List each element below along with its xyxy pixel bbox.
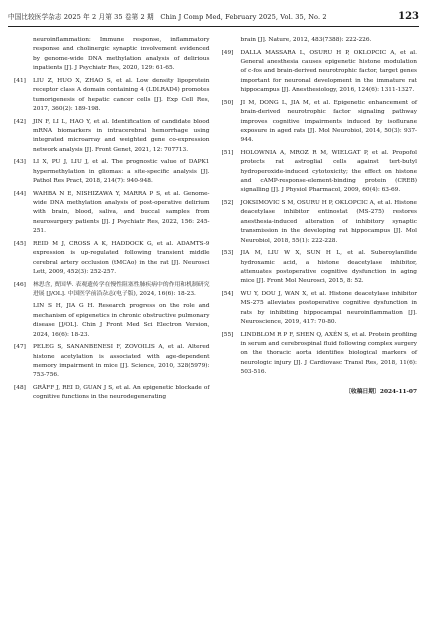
- reference-number: [45]: [14, 240, 26, 247]
- reference-number: [44]: [14, 190, 26, 197]
- reference-number: [53]: [221, 250, 234, 257]
- reference-item: [14, 281, 210, 300]
- reference-item: [222, 199, 418, 246]
- reference-number: [54]: [221, 290, 234, 297]
- reference-text: PELEG S, SANANBENESI F, ZOVOILIS A, et al. Altered histone acetylation is associated with age-dependent memory impairment in mice [J]. Science, 2010, 328(5979): 753-756.: [33, 344, 210, 379]
- reference-item: [14, 384, 210, 403]
- reference-number: [49]: [221, 49, 234, 56]
- reference-number: [55]: [221, 331, 234, 338]
- reference-text: GRÄFF J, REI D, GUAN J S, et al. An epigenetic blockade of cognitive functions in the neurodegenerating: [33, 384, 210, 401]
- reference-text: LIU Z, HUO X, ZHAO S, et al. Low density lipoprotein receptor class A domain containing 4 (LDLRAD4) promotes tumorigenesis of hepatic cancer cells [J]. Exp Cell Res, 2017, 360(2): 189-198.: [33, 77, 210, 112]
- reference-number: [43]: [14, 159, 26, 166]
- reference-number: [50]: [221, 99, 234, 106]
- reference-item: [14, 158, 210, 186]
- reference-item: [222, 49, 418, 96]
- reference-text: 林思含, 贾国华. 表观遗传学在慢性阻塞性肺疾病中的作用和机制研究进展 [J/OL]. 中国医学前沿杂志(电子版), 2024, 16(6): 18-23.: [33, 281, 210, 297]
- reference-text: LINDBLOM R P F, SHEN Q, AXÉN S, et al. Protein profiling in serum and cerebrospinal fluid following complex surgery on the thoracic aorta identifies biological markers of neurologic injury [J]. J Cardiovasc Transl Res, 2018, 11(6): 503-516.: [240, 331, 417, 376]
- reference-number: [51]: [221, 149, 234, 156]
- reference-item: [222, 290, 418, 328]
- reference-item: [222, 99, 418, 146]
- reference-number: [46]: [14, 281, 26, 288]
- reference-text: WU Y, DOU J, WAN X, et al. Histone deacetylase inhibitor MS-275 alleviates postoperative cognitive dysfunction in rats by inhibiting hippocampal neuroinflammation [J]. Neuroscience, 2019, 417: 70-80.: [240, 290, 417, 326]
- reference-continuation: neuroinflammation: Immune response, inflammatory response and cholinergic synaptic involvement evidenced by genome-wide DNA methylation analysis of delirious inpatients [J]. J Psychiatr Res, 2020, 129: 61-65.: [33, 37, 210, 72]
- right-column: [222, 36, 418, 618]
- reference-item: [222, 331, 418, 378]
- reference-text: JOKSIMOVIC S M, OSURU H P, OKLOPCIC A, et al. Histone deacetylase inhibitor entinostat (MS-275) restores anesthesia-induced alteration of inhibitory synaptic transmission in the developing rat hippocampus [J]. Mol Neurobiol, 2018, 55(1): 222-228.: [240, 200, 417, 244]
- reference-item: [14, 190, 210, 237]
- reference-number: [52]: [221, 200, 234, 206]
- reference-number: [47]: [14, 344, 26, 351]
- right-reference-entries: [222, 49, 418, 378]
- reference-text: LI X, PU J, LIU J, et al. The prognostic value of DAPK1 hypermethylation in gliomas: a site-specific analysis [J]. Pathol Res Pract, 2018, 214(7): 940-948.: [33, 159, 210, 185]
- reference-text: JIN F, LI L, HAO Y, et al. Identification of candidate blood mRNA biomarkers in intracerebral hemorrhage using integrated microarray and weighted gene co-expression network analysis [J]. Front Genet, 2021, 12: 707713.: [33, 118, 210, 153]
- reference-number: [42]: [14, 118, 26, 125]
- received-date: 〔收稿日期〕2024-11-07: [345, 388, 417, 395]
- reference-text: WAHBA N E, NISHIZAWA Y, MARRA P S, et al. Genome-wide DNA methylation analysis of post-operative delirium with brain, blood, saliva, and buccal samples from neurosurgery patients [J]. J Psychiatr Res, 2022, 156: 245-251.: [33, 190, 210, 235]
- reference-text: JI M, DONG L, JIA M, et al. Epigenetic enhancement of brain-derived neurotrophic factor signaling pathway improves cognitive impairments induced by isoflurane exposure in aged rats [J]. Mol Neurobiol, 2014, 50(3): 937-944.: [240, 99, 417, 144]
- reference-item: [14, 240, 210, 278]
- reference-text: DALLA MASSARA L, OSURU H P, OKLOPCIC A, et al. General anesthesia causes epigenetic histone modulation of c-fos and brain-derived neurotrophic factor, target genes important for neuronal development in the immature rat hippocampus [J]. Anesthesiology, 2016, 124(6): 1311-1327.: [240, 49, 417, 94]
- reference-text: LIN S H, JIA G H. Research progress on the role and mechanism of epigenetics in chronic obstructive pulmonary disease [J/OL]. Chin J Front Med Sci Electron Version, 2024, 16(6): 18-23.: [33, 303, 210, 338]
- reference-text: JIA M, LIU W X, SUN H L, et al. Suberoylanilide hydroxamic acid, a histone deacetylase inhibitor, attenuates postoperative cognitive dysfunction in aging mice [J]. Front Mol Neurosci, 2015, 8: 52.: [240, 250, 417, 285]
- reference-list: [14, 36, 417, 618]
- page-number: 123: [398, 10, 419, 22]
- journal-citation-line: 中国比较医学杂志 2025 年 2 月第 35 卷第 2 期 Chin J Comp Med, February 2025, Vol. 35, No. 2: [8, 13, 327, 21]
- reference-text: REID M J, CROSS A K, HADDOCK G, et al. ADAMTS-9 expression is up-regulated following transient middle cerebral artery occlusion (tMCAo) in the rat [J]. Neurosci Lett, 2009, 452(3): 252-257.: [33, 240, 210, 275]
- reference-number: [41]: [14, 77, 26, 84]
- left-reference-entries: [14, 77, 210, 403]
- running-header: [8, 6, 419, 27]
- reference-item: [222, 149, 418, 196]
- left-column: [14, 36, 210, 618]
- reference-item: [14, 302, 210, 340]
- reference-number: [48]: [14, 384, 26, 391]
- reference-item: [14, 118, 210, 156]
- reference-continuation: brain [J]. Nature, 2012, 483(7388): 222-226.: [240, 37, 372, 43]
- reference-item: [14, 77, 210, 115]
- reference-item: [14, 343, 210, 381]
- reference-text: HOLOWNIA A, MROZ R M, WIELGAT P, et al. Propofol protects rat astroglial cells against tert-butyl hydroperoxide-induced cytotoxicity; the effect on histone and cAMP-response-element-binding protein (CREB) signalling [J]. J Physiol Pharmacol, 2009, 60(4): 63-69.: [240, 149, 417, 194]
- reference-item: [222, 249, 418, 287]
